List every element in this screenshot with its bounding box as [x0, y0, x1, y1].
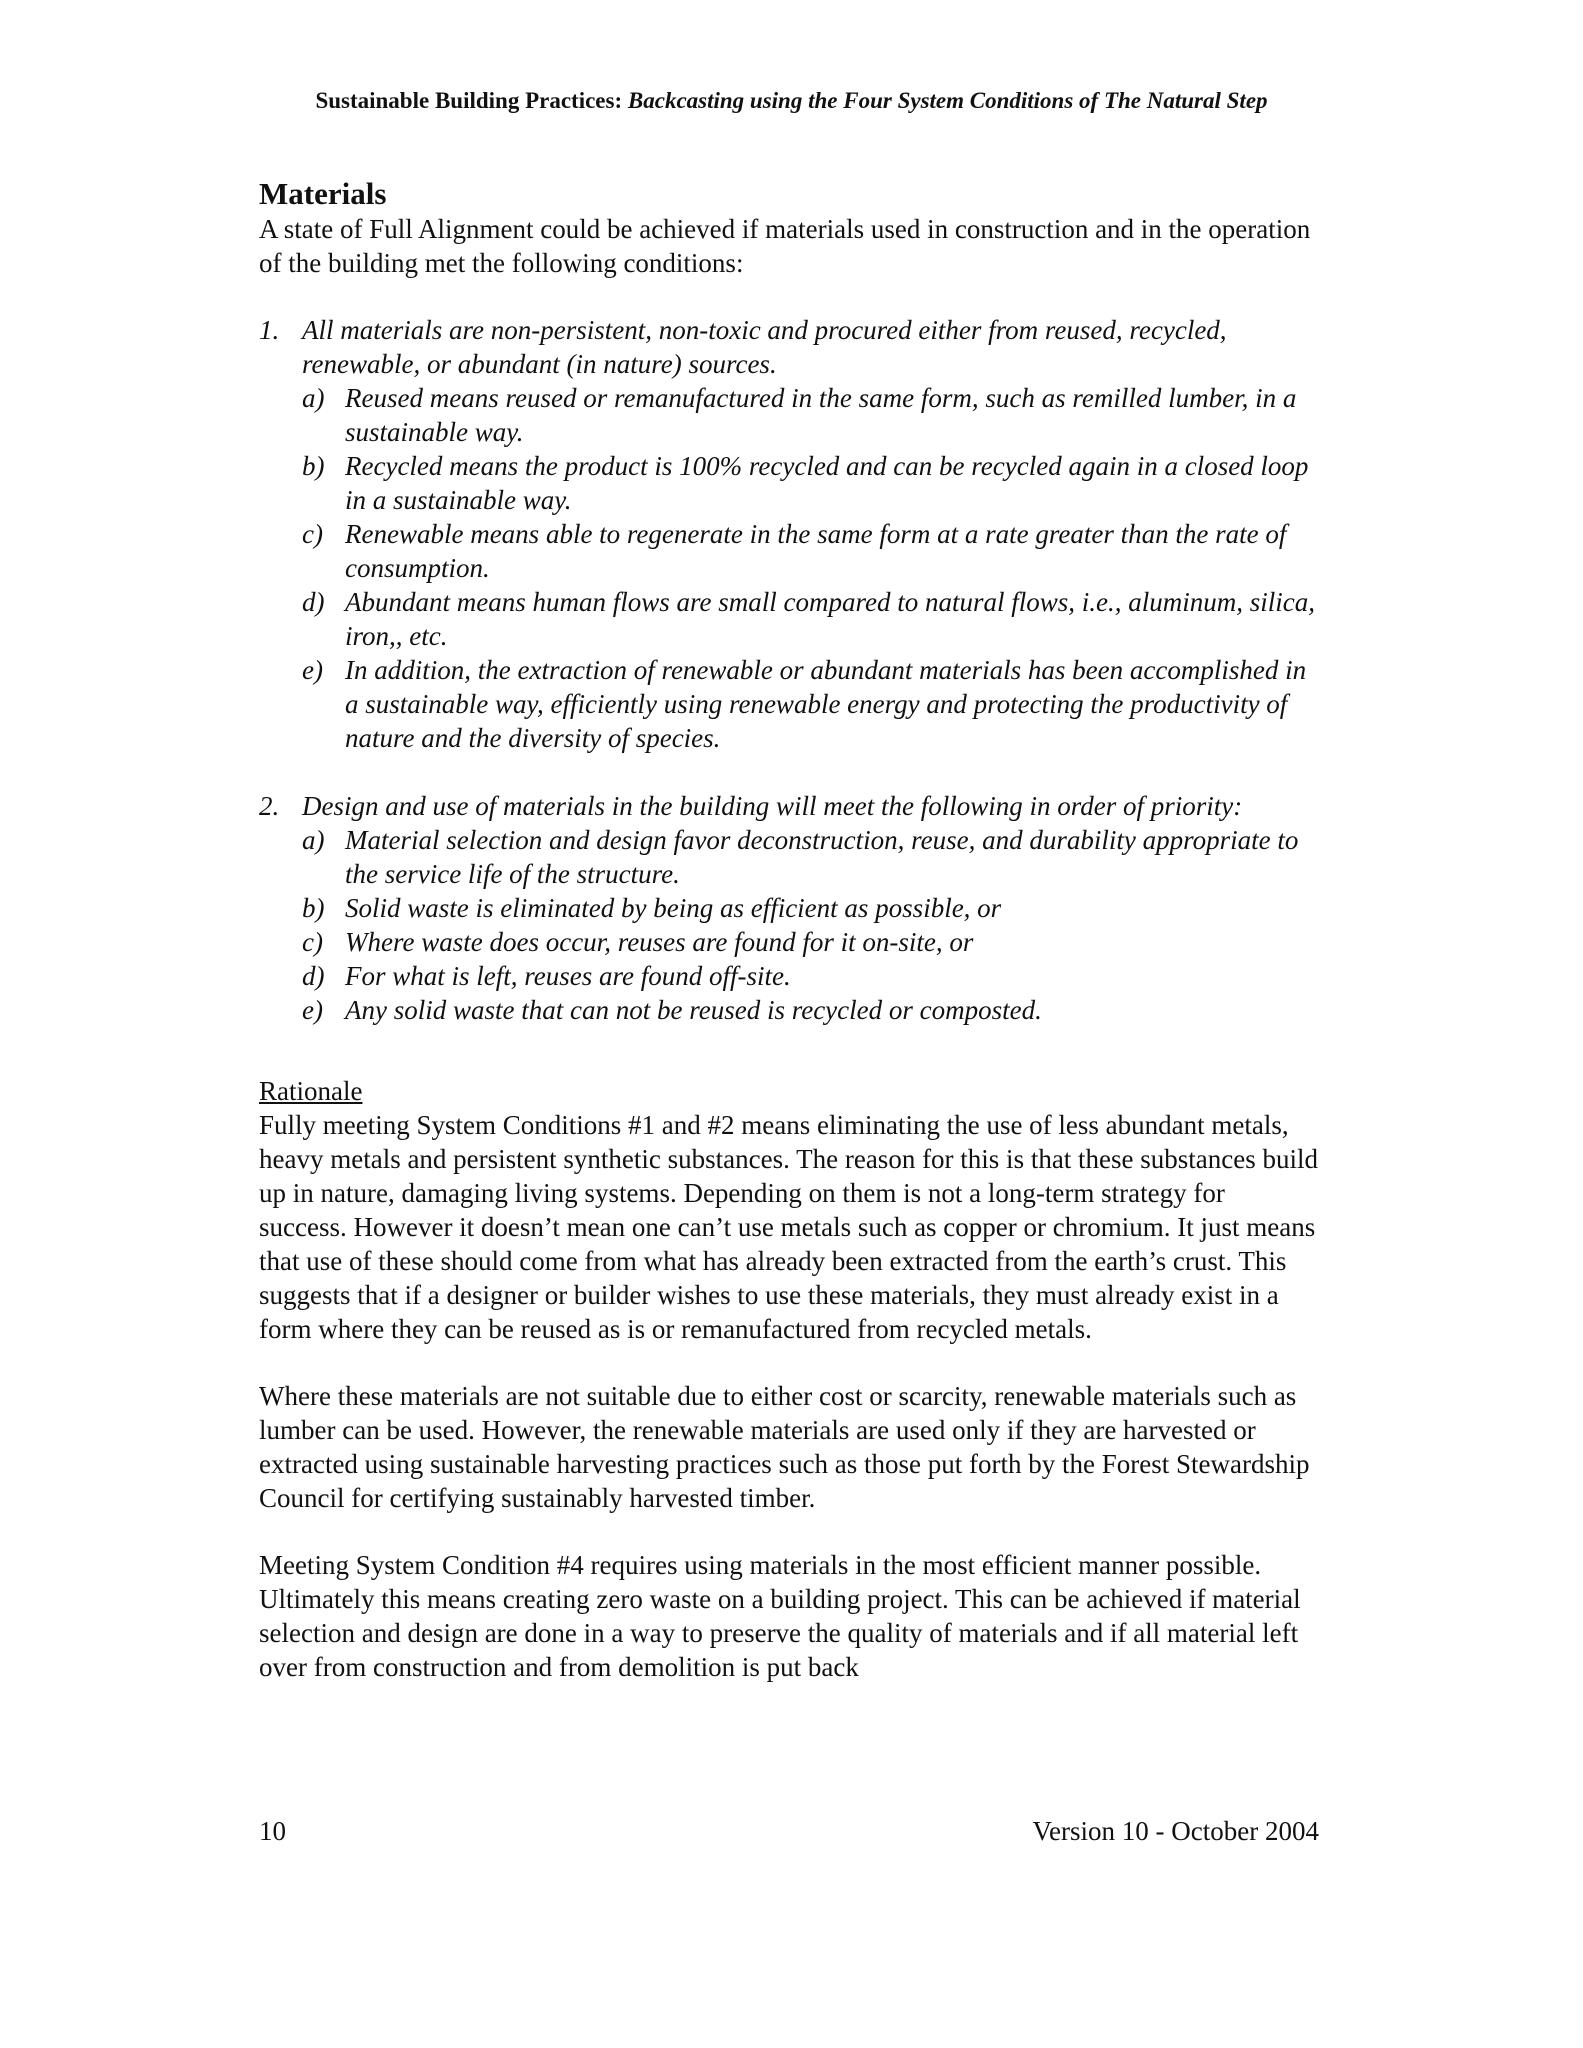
subcondition-item [302, 653, 1319, 755]
subcondition-letter: e) [302, 995, 323, 1025]
condition-text: Design and use of materials in the building will meet the following in order of priority: [302, 791, 1243, 821]
subcondition-text: Where waste does occur, reuses are found for it on-site, or [345, 927, 974, 957]
subcondition-text: For what is left, reuses are found off-site. [345, 961, 791, 991]
subcondition-text: Reused means reused or remanufactured in the same form, such as remilled lumber, in a sustainable way. [345, 383, 1297, 447]
subcondition-item [302, 381, 1319, 449]
subcondition-text: In addition, the extraction of renewable or abundant materials has been accomplished in a sustainable way, efficiently using renewable energy and protecting the productivity of nature and the diversity of species. [345, 655, 1307, 753]
rationale-paragraph: Meeting System Condition #4 requires using materials in the most efficient manner possible. Ultimately this means creating zero waste on a building project. This can be achieved if material selection and design are done in a way to preserve the quality of materials and if all material left over from construction and from demolition is put back [259, 1550, 1301, 1682]
subcondition-letter: b) [302, 893, 325, 923]
condition-item [259, 313, 1319, 755]
subcondition-letter: d) [302, 587, 325, 617]
condition-sublist [302, 381, 1319, 755]
subcondition-text: Solid waste is eliminated by being as efficient as possible, or [345, 893, 1002, 923]
subcondition-text: Any solid waste that can not be reused is recycled or composted. [345, 995, 1042, 1025]
rationale-paragraph: Where these materials are not suitable due to either cost or scarcity, renewable materials such as lumber can be used. However, the renewable materials are used only if they are harvested or extracted using sustainable harvesting practices such as those put forth by the Forest Stewardship Council for certifying sustainably harvested timber. [259, 1381, 1310, 1513]
subcondition-item [302, 993, 1319, 1027]
subcondition-letter: a) [302, 825, 325, 855]
condition-item [259, 789, 1319, 1027]
header-title: Sustainable Building Practices: [315, 88, 623, 113]
subcondition-letter: b) [302, 451, 325, 481]
version-date: Version 10 - October 2004 [1032, 1816, 1319, 1846]
subcondition-item [302, 585, 1319, 653]
condition-number: 2. [259, 791, 280, 821]
section-heading: Materials [259, 176, 387, 211]
subcondition-item [302, 959, 1319, 993]
rationale-paragraph: Fully meeting System Conditions #1 and #2 means eliminating the use of less abundant metals, heavy metals and persistent synthetic substances. The reason for this is that these substances build up in nature, damaging living systems. Depending on them is not a long-term strategy for success. However it doesn’t mean one can’t use metals such as copper or chromium. It just means that use of these should come from what has already been extracted from the earth’s crust. This suggests that if a designer or builder wishes to use these materials, they must already exist in a form where they can be reused as is or remanufactured from recycled metals. [259, 1110, 1319, 1344]
header-subtitle: Backcasting using the Four System Conditions of The Natural Step [627, 88, 1268, 113]
subcondition-letter: c) [302, 927, 323, 957]
subcondition-letter: e) [302, 655, 323, 685]
conditions-list [259, 313, 1319, 1027]
page-body [259, 176, 1319, 1684]
subcondition-text: Material selection and design favor deconstruction, reuse, and durability appropriate to the service life of the structure. [345, 825, 1299, 889]
subcondition-item [302, 925, 1319, 959]
subcondition-text: Abundant means human flows are small compared to natural flows, i.e., aluminum, silica, iron,, etc. [345, 587, 1315, 651]
subcondition-letter: c) [302, 519, 323, 549]
subcondition-item [302, 891, 1319, 925]
condition-sublist [302, 823, 1319, 1027]
subcondition-item [302, 823, 1319, 891]
subcondition-item [302, 517, 1319, 585]
subcondition-item [302, 449, 1319, 517]
rationale-heading: Rationale [259, 1076, 363, 1106]
intro-paragraph: A state of Full Alignment could be achieved if materials used in construction and in the operation of the building met the following conditions: [259, 214, 1311, 278]
subcondition-letter: a) [302, 383, 325, 413]
subcondition-letter: d) [302, 961, 325, 991]
running-header [0, 88, 1583, 114]
subcondition-text: Renewable means able to regenerate in the same form at a rate greater than the rate of consumption. [345, 519, 1287, 583]
subcondition-text: Recycled means the product is 100% recycled and can be recycled again in a closed loop in a sustainable way. [345, 451, 1309, 515]
condition-text: All materials are non-persistent, non-toxic and procured either from reused, recycled, renewable, or abundant (in nature) sources. [302, 315, 1227, 379]
page-number: 10 [259, 1816, 286, 1846]
condition-number: 1. [259, 315, 280, 345]
